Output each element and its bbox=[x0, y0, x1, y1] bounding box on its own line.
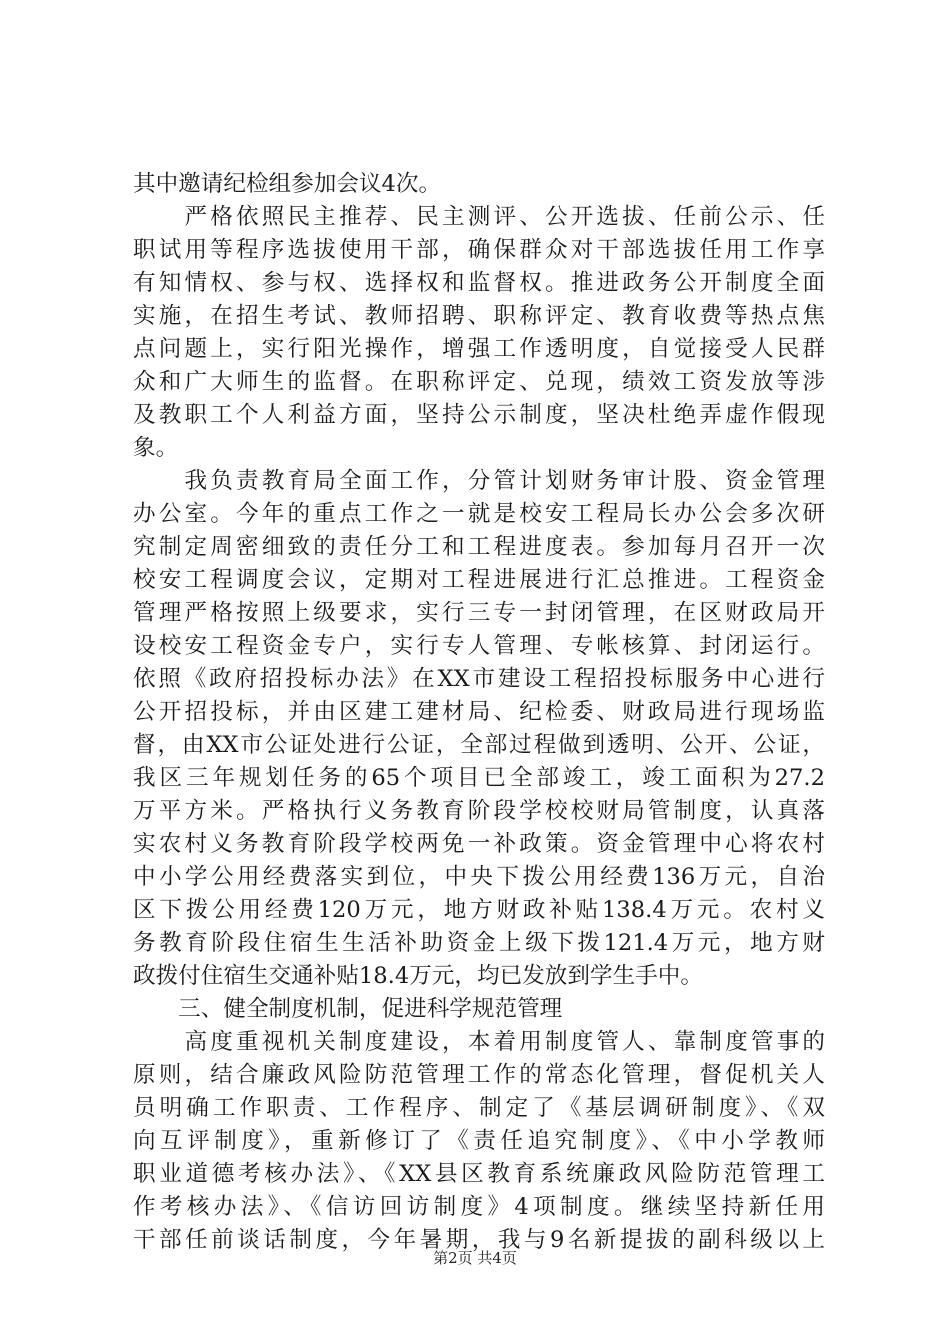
text-line: 众和广大师生的监督。在职称评定、兑现，绩效工资发放等涉 bbox=[133, 369, 825, 395]
text-line: 我负责教育局全面工作，分管计划财务审计股、资金管理 bbox=[133, 468, 825, 494]
text-line: 公开招投标，并由区建工建材局、纪检委、财政局进行现场监 bbox=[133, 699, 825, 725]
text-line: 有知情权、参与权、选择权和监督权。推进政务公开制度全面 bbox=[133, 270, 825, 296]
text-line: 职试用等程序选拔使用干部，确保群众对干部选拔任用工作享 bbox=[133, 237, 825, 263]
text-line: 向互评制度》，重新修订了《责任追究制度》、《中小学教师 bbox=[133, 1128, 825, 1154]
text-line: 督，由XX市公证处进行公证，全部过程做到透明、公开、公证， bbox=[133, 732, 825, 758]
text-line: 依照《政府招投标办法》在XX市建设工程招投标服务中心进行 bbox=[133, 666, 825, 692]
text-line: 我区三年规划任务的65个项目已全部竣工，竣工面积为27.2 bbox=[133, 765, 825, 791]
text-line: 原则，结合廉政风险防范管理工作的常态化管理，督促机关人 bbox=[133, 1062, 825, 1088]
text-line: 点问题上，实行阳光操作，增强工作透明度，自觉接受人民群 bbox=[133, 336, 825, 362]
text-line: 区下拨公用经费120万元，地方财政补贴138.4万元。农村义 bbox=[133, 897, 825, 923]
body-text bbox=[133, 168, 825, 1257]
text-line: 校安工程调度会议，定期对工程进展进行汇总推进。工程资金 bbox=[133, 567, 825, 593]
text-line: 实施，在招生考试、教师招聘、职称评定、教育收费等热点焦 bbox=[133, 303, 825, 329]
text-line: 管理严格按照上级要求，实行三专一封闭管理，在区财政局开 bbox=[133, 600, 825, 626]
text-line: 万平方米。严格执行义务教育阶段学校校财局管制度，认真落 bbox=[133, 798, 825, 824]
text-line: 职业道德考核办法》、《XX县区教育系统廉政风险防范管理工 bbox=[133, 1161, 825, 1187]
text-line: 中小学公用经费落实到位，中央下拨公用经费136万元，自治 bbox=[133, 864, 825, 890]
text-line: 实农村义务教育阶段学校两免一补政策。资金管理中心将农村 bbox=[133, 831, 825, 857]
text-line: 作考核办法》、《信访回访制度》4项制度。继续坚持新任用 bbox=[133, 1194, 825, 1220]
page-number: 第2页 共4页 bbox=[433, 1249, 517, 1267]
section-heading: 三、健全制度机制，促进科学规范管理 bbox=[133, 996, 563, 1022]
text-line: 严格依照民主推荐、民主测评、公开选拔、任前公示、任 bbox=[133, 204, 825, 230]
text-line: 其中邀请纪检组参加会议4次。 bbox=[133, 171, 442, 197]
text-line: 务教育阶段住宿生生活补助资金上级下拨121.4万元，地方财 bbox=[133, 930, 825, 956]
text-line: 及教职工个人利益方面，坚持公示制度，坚决杜绝弄虚作假现 bbox=[133, 402, 825, 428]
text-line: 设校安工程资金专户，实行专人管理、专帐核算、封闭运行。 bbox=[133, 633, 825, 659]
text-line: 办公室。今年的重点工作之一就是校安工程局长办公会多次研 bbox=[133, 501, 825, 527]
text-line: 干部任前谈话制度，今年暑期，我与9名新提拔的副科级以上 bbox=[133, 1227, 825, 1253]
text-line: 高度重视机关制度建设，本着用制度管人、靠制度管事的 bbox=[133, 1029, 825, 1055]
text-line: 究制定周密细致的责任分工和工程进度表。参加每月召开一次 bbox=[133, 534, 825, 560]
text-line: 象。 bbox=[133, 435, 179, 461]
text-line: 员明确工作职责、工作程序、制定了《基层调研制度》、《双 bbox=[133, 1095, 825, 1121]
text-line: 政拨付住宿生交通补贴18.4万元，均已发放到学生手中。 bbox=[133, 963, 703, 989]
